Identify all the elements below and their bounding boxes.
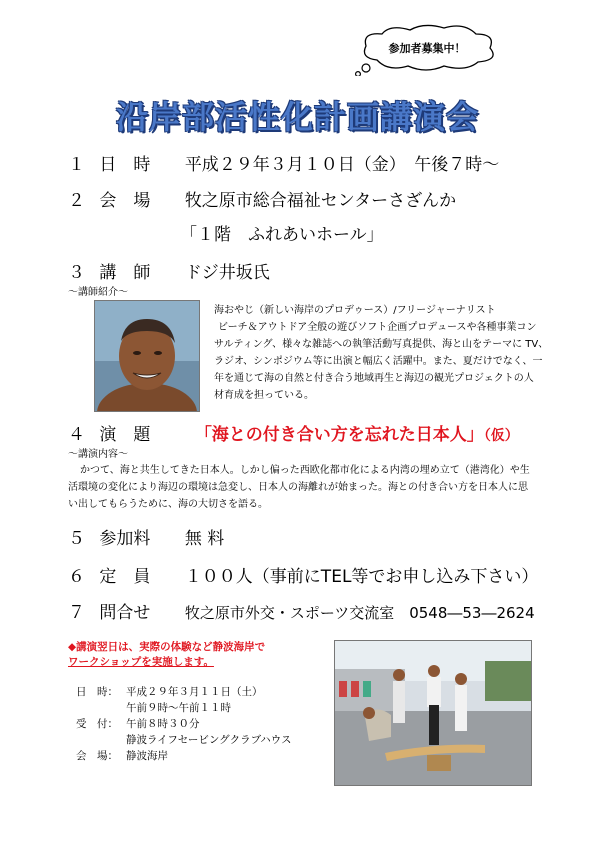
lecturer-intro-heading: ～講師紹介～ (68, 287, 128, 298)
info-row-fee: ５ 参加料 無 料 (68, 529, 225, 549)
workshop-notice: ◆講演翌日は、実際の体験など静波海岸で ワークショップを実施します。 (68, 641, 266, 668)
info-row-venue: ２ 会 場 牧之原市総合福祉センターさざんか (68, 191, 457, 211)
info-row-lecturer: ３ 講 師 ドジ井坂氏 (68, 263, 270, 283)
info-row-date: １ 日 時 平成２９年３月１０日（金） 午後７時～ (68, 155, 500, 175)
lecturer-intro: 海おやじ（新しい海岸のプロデゥース）/フリージャーナリスト ビーチ＆アウトドア全般の遊びソフト企画プロデュースや各種事業コン サルティング、様々な雑誌への執筆活動写真提供、海と山をテーマに TV、 ラジオ、シンポジウム等に出演と幅広く活躍中。また、夏だけでなく、一 年を通じて海の自然と付き合う地域再生と海辺の観光プロジェクトの人 材育成を担っている。 (214, 305, 549, 401)
workshop-photo (334, 640, 532, 786)
lecture-content: かつて、海と共生してきた日本人。しかし偏った西欧化都市化による内湾の埋め立て（港湾化）や生 活環境の変化により海辺の環境は急変し、日本人の海離れが始まった。海との付き合い方を日本人に思 い出してもらうために、海の大切さを語る。 (68, 465, 530, 510)
info-row-contact: ７ 問合せ 牧之原市外交・スポーツ交流室 0548―53―2624 (68, 603, 535, 623)
info-row-topic: ４ 演 題 「海との付き合い方を忘れた日本人」（仮） (68, 425, 519, 445)
page-title: 沿岸部活性化計画講演会 (115, 98, 479, 136)
info-row-capacity: ６ 定 員 １００人（事前にTEL等でお申し込み下さい） (68, 567, 539, 587)
lecturer-photo (94, 300, 200, 412)
workshop-details: 日 時： 平成２９年３月１１日（土） 午前９時～午前１１時 受 付： 午前８時３０分 静波ライフセービングクラブハウス 会 場： 静波海岸 (76, 686, 292, 762)
venue-hall: 「１階 ふれあいホール」 (180, 225, 384, 245)
lecture-content-heading: ～講演内容～ (68, 449, 128, 460)
recruiting-badge: 参加者募集中！ (388, 42, 466, 55)
